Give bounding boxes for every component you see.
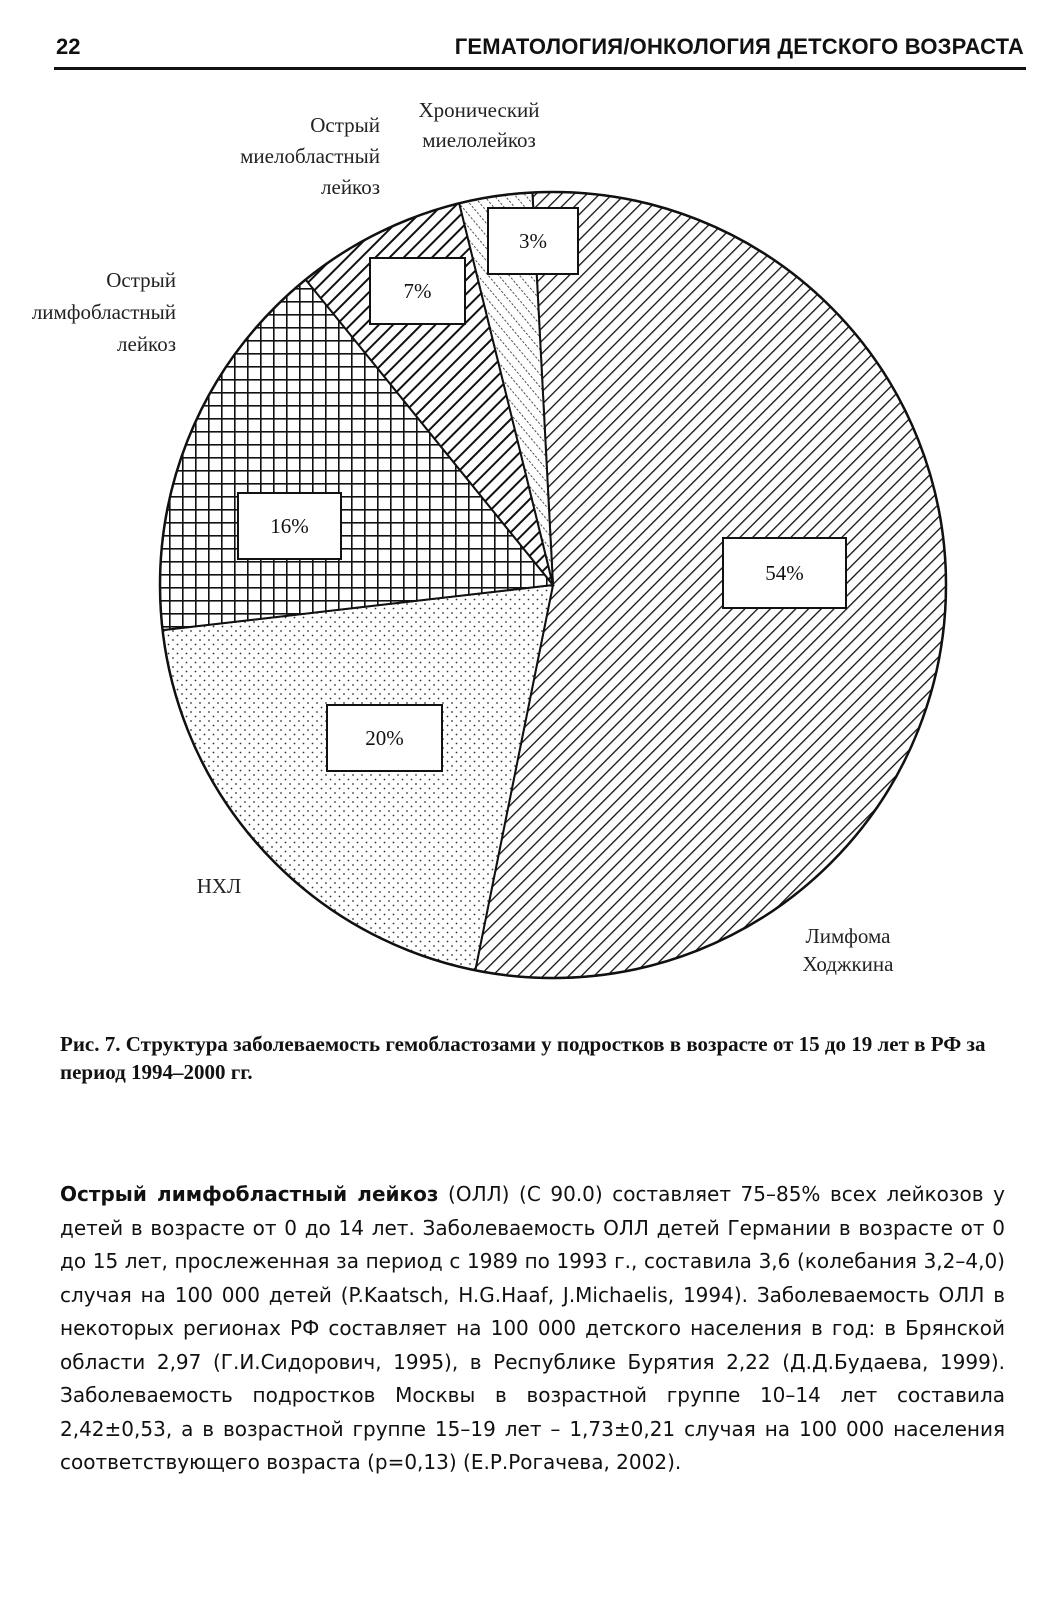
slice-value-label: 20%: [365, 726, 404, 750]
page-header: [0, 0, 1052, 72]
body-lead-term: Острый лимфобластный лейкоз: [60, 1182, 439, 1206]
body-text: (ОЛЛ) (С 90.0) составляет 75–85% всех лейкозов у детей в возрасте от 0 до 14 лет. Заболеваемость ОЛЛ детей Германии в возрасте от 0 до 15 лет, прослеженная за период с 1989 по 1993 г., составила 3,6 (колебания 3,2–4,0) случая на 100 000 детей (P.Kaatsch, H.G.Haaf, J.Michaelis, 1994). Заболеваемость ОЛЛ в некоторых регионах РФ составляет на 100 000 детского населения в год: в Брянской области 2,97 (Г.И.Сидорович, 1995), в Республике Бурятия 2,22 (Д.Д.Будаева, 1999). Заболеваемость подростков Москвы в возрастной группе 10–14 лет составила 2,42±0,53, а в возрастной группе 15–19 лет – 1,73±0,21 случая на 100 000 населения соответствующего возраста (p=0,13) (Е.Р.Рогачева, 2002).: [60, 1182, 1005, 1474]
slice-category-label: Лимфома Ходжкина: [802, 924, 894, 976]
slice-value-label: 54%: [765, 561, 804, 585]
slice-category-label: Хронический миелолейкоз: [418, 98, 540, 152]
figure-caption: Рис. 7. Структура заболеваемость гемобластозами у подростков в возрасте от 15 до 19 лет в РФ за период 1994–2000 гг.: [60, 1032, 986, 1084]
slice-value-label: 3%: [519, 229, 547, 253]
body-paragraph: [60, 1178, 1005, 1480]
slice-category-label: Острый лимфобластный лейкоз: [31, 268, 176, 356]
slice-category-label: Острый миелобластный лейкоз: [240, 113, 380, 199]
slice-value-label: 7%: [403, 279, 432, 303]
header-rule: [54, 67, 1026, 70]
pie-chart: [0, 80, 1052, 1020]
slice-value-label: 16%: [270, 514, 309, 538]
page-number: 22: [56, 34, 81, 59]
slice-category-label: НХЛ: [196, 874, 242, 898]
running-head: ГЕМАТОЛОГИЯ/ОНКОЛОГИЯ ДЕТСКОГО ВОЗРАСТА: [454, 34, 1024, 59]
